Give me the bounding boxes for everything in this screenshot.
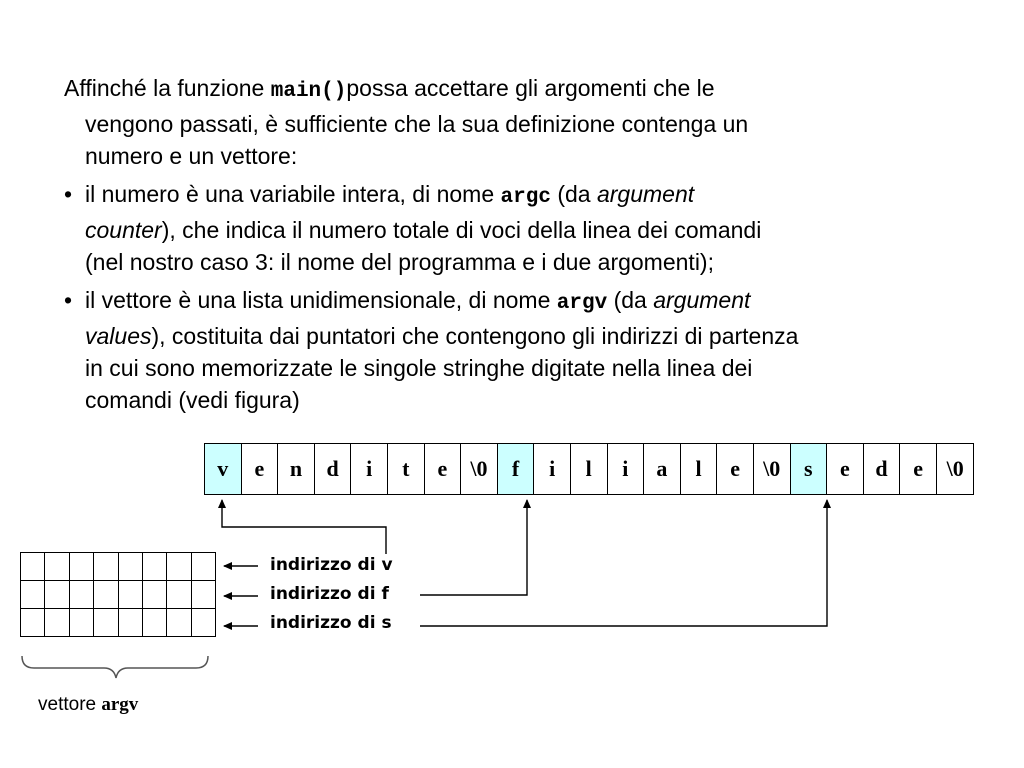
string-cell: l bbox=[681, 444, 718, 494]
string-cell: d bbox=[864, 444, 901, 494]
pointer-label-target: v bbox=[381, 555, 393, 575]
argv-italic-1: argument bbox=[653, 287, 751, 313]
argc-italic-1: argument bbox=[596, 181, 695, 207]
argv-line-3: in cui sono memorizzate le singole stringhe digitate nella linea dei bbox=[85, 355, 753, 381]
argc-line-3: (nel nostro caso 3: il nome del programma e i due argomenti); bbox=[85, 249, 714, 275]
string-cell: e bbox=[242, 444, 279, 494]
pointer-label-text: indirizzo di bbox=[270, 584, 376, 604]
pointer-label-target: s bbox=[381, 613, 392, 633]
pointer-to-v bbox=[222, 500, 386, 554]
argv-text-post: ), costituita dai puntatori che contengono gli indirizzi di partenza bbox=[151, 323, 799, 349]
string-cell: v bbox=[205, 444, 242, 494]
string-cell: \0 bbox=[946, 456, 964, 481]
argv-caption-text: vettore bbox=[38, 694, 102, 715]
pointer-label-text: indirizzo di bbox=[270, 555, 376, 575]
string-cell: i bbox=[351, 444, 388, 494]
string-cell: l bbox=[571, 444, 608, 494]
intro-text: Affinché la funzione bbox=[64, 75, 271, 101]
argv-text: il vettore è una lista unidimensionale, di nome bbox=[85, 287, 557, 313]
argc-italic-2: counter bbox=[85, 217, 162, 243]
argv-line-4: comandi (vedi figura) bbox=[85, 387, 300, 413]
argv-brace bbox=[22, 656, 208, 678]
argv-italic-2: values bbox=[85, 323, 152, 349]
pointer-label-text: indirizzo di bbox=[270, 613, 376, 633]
argv-caption bbox=[38, 694, 138, 716]
argc-text-post: ), che indica il numero totale di voci della linea dei comandi bbox=[161, 217, 762, 243]
bullet-marker: • bbox=[64, 287, 73, 313]
intro-text-cont: possa accettare gli argomenti che le bbox=[346, 75, 715, 101]
string-cell: t bbox=[388, 444, 425, 494]
intro-line-3: numero e un vettore: bbox=[85, 143, 298, 169]
string-cell: a bbox=[644, 444, 681, 494]
argc-text-mid: (da bbox=[550, 181, 597, 207]
string-cell: e bbox=[425, 444, 462, 494]
string-cell: i bbox=[534, 444, 571, 494]
string-cell: e bbox=[900, 444, 937, 494]
main-function-code: main() bbox=[270, 80, 347, 103]
string-cell: \0 bbox=[754, 444, 791, 494]
bullet-marker: • bbox=[64, 181, 73, 207]
argv-code: argv bbox=[556, 292, 608, 315]
argv-caption-code: argv bbox=[101, 694, 139, 715]
string-cell: e bbox=[717, 444, 754, 494]
string-cell: \0 bbox=[461, 444, 498, 494]
string-cell: e bbox=[827, 444, 864, 494]
string-cell: d bbox=[315, 444, 352, 494]
argc-code: argc bbox=[500, 186, 551, 209]
intro-line-2: vengono passati, è sufficiente che la sua definizione contenga un bbox=[85, 111, 749, 137]
string-cell: s bbox=[791, 444, 828, 494]
string-cell: n bbox=[278, 444, 315, 494]
pointer-label-target: f bbox=[381, 584, 389, 604]
string-cell: i bbox=[608, 444, 645, 494]
string-cell: f bbox=[498, 444, 535, 494]
argc-text: il numero è una variabile intera, di nome bbox=[85, 181, 501, 207]
pointer-to-f bbox=[420, 500, 527, 595]
pointer-to-s bbox=[420, 500, 827, 626]
argv-text-mid: (da bbox=[607, 287, 654, 313]
